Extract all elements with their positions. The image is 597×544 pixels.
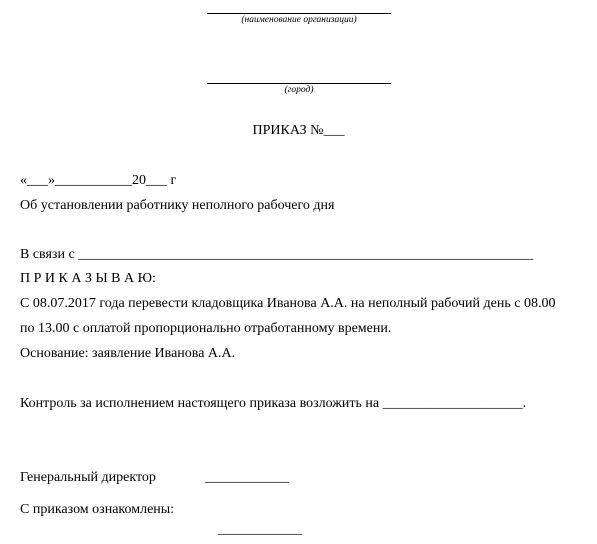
order-word: П Р И К А З Ы В А Ю: [20, 271, 156, 286]
basis-line: Основание: заявление Иванова А.А. [20, 346, 236, 361]
control-line: Контроль за исполнением настоящего приказа возложить на ____________________. [20, 396, 527, 411]
org-name-caption: (наименование организации) [241, 15, 357, 25]
reason-line: В связи с _________________________________________________________________ [20, 247, 534, 262]
signature-blank: ____________ [205, 470, 289, 485]
city-line [207, 83, 391, 84]
document-title: ПРИКАЗ №___ [252, 123, 345, 138]
order-subject: Об установлении работнику неполного рабочего дня [20, 198, 335, 213]
body-line-2: по 13.00 с оплатой пропорционально отработанному времени. [20, 321, 392, 336]
signatory-position: Генеральный директор [20, 470, 156, 485]
body-line-1: С 08.07.2017 года перевести кладовщика Иванова А.А. на неполный рабочий день с 08.00 [20, 296, 556, 311]
acquainted-signature-blank: ____________ [218, 522, 302, 537]
city-caption: (город) [284, 85, 314, 95]
org-name-line [207, 13, 391, 14]
acquainted-label: С приказом ознакомлены: [20, 502, 175, 517]
date-line: «___»___________20___ г [20, 173, 177, 188]
